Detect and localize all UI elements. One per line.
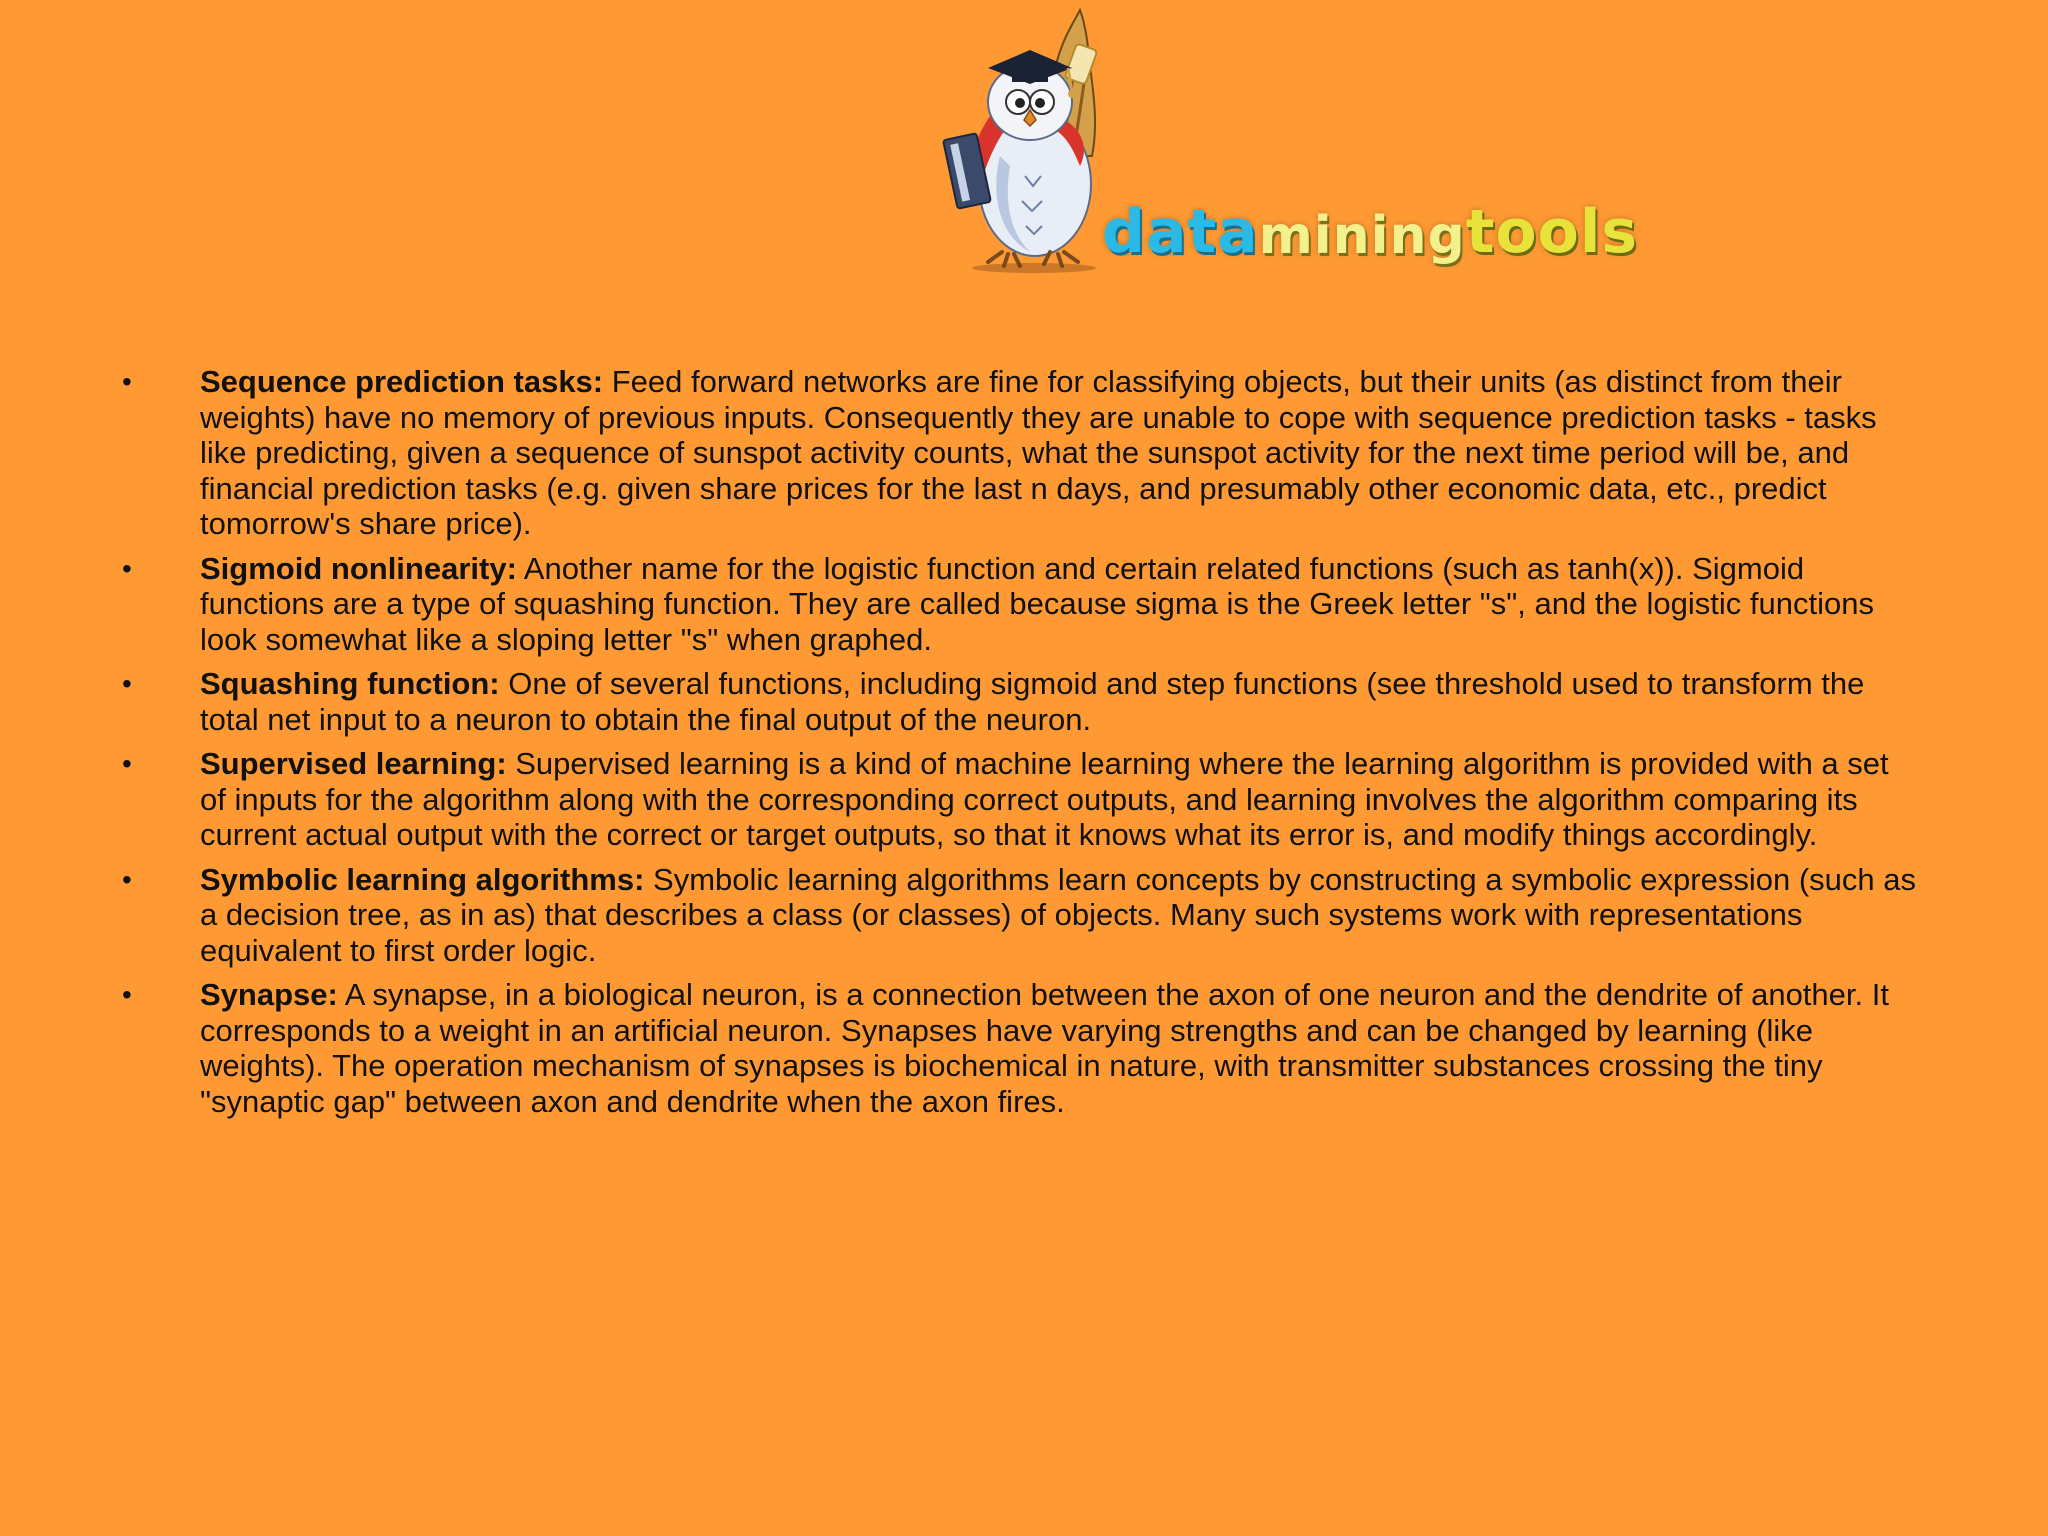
logo-wordmark-mining: mining (1258, 206, 1466, 266)
definition-term: Symbolic learning algorithms: (200, 861, 645, 897)
definition-text: Feed forward networks are fine for classifying objects, but their units (as distinct from their weights) have no memory of previous inputs. Consequently they are unable to cope with sequence prediction tasks - tasks like predicting, given a sequence of sunspot activity counts, what the sunspot activity for the next time period will be, and financial prediction tasks (e.g. given share prices for the last n days, and presumably other economic data, etc., predict tomorrow's share price). (200, 364, 1877, 541)
bullet-icon: • (122, 979, 132, 1010)
definition-item (118, 666, 1918, 737)
logo-wordmark-tools: tools (1465, 197, 1639, 267)
bullet-icon: • (122, 668, 132, 699)
definitions-list (118, 364, 1918, 1119)
dataminingtools-logo (930, 6, 1660, 282)
definition-term: Squashing function: (200, 666, 500, 701)
definition-item (118, 977, 1918, 1119)
bullet-icon: • (122, 863, 132, 895)
logo-wordmark (1102, 186, 1639, 267)
definition-text: Symbolic learning algorithms learn concepts by constructing a symbolic expression (such as a decision tree, as in as) that describes a class (or classes) of objects. Many such systems work with representations equivalent to first order logic. (200, 861, 1916, 968)
definitions-content (118, 364, 1918, 1128)
bullet-icon: • (122, 552, 132, 584)
definition-text: Another name for the logistic function and certain related functions (such as tanh(x)). Sigmoid functions are a type of squashing function. They are called because sigma is the Greek letter "s", and the logistic functions look somewhat like a sloping letter "s" when graphed. (200, 550, 1874, 657)
definition-term: Synapse: (200, 977, 338, 1012)
definition-item (118, 551, 1918, 658)
definition-term: Sigmoid nonlinearity: (200, 550, 517, 586)
definition-text: One of several functions, including sigmoid and step functions (see threshold used to transform the total net input to a neuron to obtain the final output of the neuron. (200, 666, 1865, 737)
definition-text: Supervised learning is a kind of machine learning where the learning algorithm is provided with a set of inputs for the algorithm along with the corresponding correct outputs, and learning involves the algorithm comparing its current actual output with the correct or target outputs, so that it knows what its error is, and modify things accordingly. (200, 746, 1889, 852)
definition-item (118, 862, 1918, 969)
definition-text: A synapse, in a biological neuron, is a connection between the axon of one neuron and the dendrite of another. It corresponds to a weight in an artificial neuron. Synapses have varying strengths and can be changed by learning (like weights). The operation mechanism of synapses is biochemical in nature, with transmitter substances crossing the tiny "synaptic gap" between axon and dendrite when the axon fires. (200, 977, 1889, 1119)
definition-term: Sequence prediction tasks: (200, 364, 604, 399)
definition-term: Supervised learning: (200, 746, 507, 781)
bullet-icon: • (122, 366, 132, 397)
definition-item (118, 364, 1918, 542)
logo-wordmark-data: data (1102, 197, 1259, 267)
bullet-icon: • (122, 748, 132, 779)
definition-item (118, 746, 1918, 853)
